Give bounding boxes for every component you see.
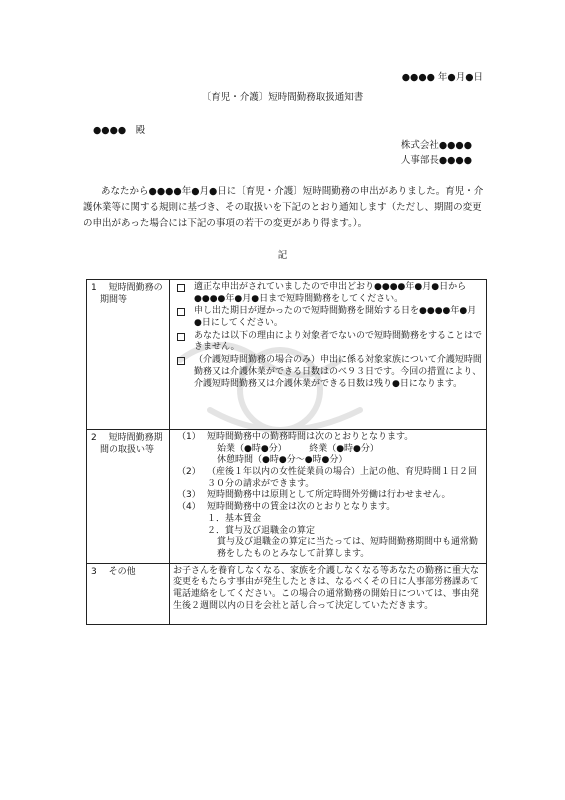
row-content bbox=[170, 430, 487, 564]
checkbox-item[interactable] bbox=[173, 282, 483, 305]
item-text: （産後１年以内の女性従業員の場合）上記の他、育児時間１日２回３０分の請求ができます。 bbox=[207, 467, 478, 489]
details-table bbox=[86, 279, 487, 625]
sender-block bbox=[401, 140, 472, 170]
department-head: 人事部長●●●● bbox=[400, 154, 472, 166]
item-number: （1） bbox=[177, 432, 201, 442]
checkbox-icon[interactable] bbox=[177, 284, 185, 292]
checkbox-icon[interactable] bbox=[177, 333, 185, 341]
row-label bbox=[87, 430, 170, 564]
row-label-line: 2 短時間勤務期 bbox=[91, 433, 163, 443]
item-number: （2） bbox=[177, 467, 201, 478]
row-label bbox=[87, 280, 170, 430]
wage-subitem: １．基本賃金 bbox=[207, 513, 262, 524]
document-title: 〔育児・介護〕短時間勤務取扱通知書 bbox=[201, 92, 364, 103]
numbered-item bbox=[173, 432, 483, 444]
item-number: （4） bbox=[177, 502, 201, 513]
other-text: お子さんを養育しなくなる、家族を介護しなくなる等あなたの勤務に重大な変更をもたらす事由が発生したときは、なるべくその日に人事部労務課あて電話連絡をしてください。この場合の通常勤務の開始日については、事由発 bbox=[173, 565, 480, 599]
item-text: 短時間勤務中は原則として所定時間外労働は行わせません。 bbox=[207, 490, 451, 501]
company-name: 株式会社●●●● bbox=[400, 140, 472, 151]
work-hours: 始業（●時●分） 終業（●時●分） bbox=[217, 443, 379, 454]
checkbox-label: 申し出た期日が遅かったので短時間勤務を開始する日を●●●●年●月●日にしてください。 bbox=[194, 306, 477, 329]
wage-subitem-text: 賞与及び退職金の算定に当たっては、短時間勤務期間中も通常勤務をしたものとみなして計算します。 bbox=[217, 537, 479, 559]
item-number: （3） bbox=[177, 490, 201, 501]
checkbox-item[interactable] bbox=[173, 355, 483, 390]
checkbox-label: あなたは以下の理由により対象者でないので短時間勤務をすることはできません。 bbox=[194, 330, 483, 353]
checkbox-item[interactable] bbox=[173, 331, 483, 354]
numbered-item bbox=[173, 490, 483, 502]
numbered-item bbox=[173, 467, 483, 490]
item-text: 短時間勤務中の勤務時間は次のとおりとなります。 bbox=[207, 432, 414, 442]
row-label-line: 間の取扱い等 bbox=[91, 444, 155, 455]
other-text: 生後２週間以内の日を会社と話し合って決定していただきます。 bbox=[173, 600, 434, 611]
recipient-name: ●●●● 殿 bbox=[93, 125, 146, 136]
checkbox-label: 適正な申出がされていましたので申出どおり●●●●年●月●日から●●●●年●月●日まで短時間勤務をしてください。 bbox=[194, 282, 467, 304]
row-content bbox=[170, 280, 487, 430]
checkbox-icon[interactable] bbox=[177, 357, 185, 365]
checkbox-label: （介護短時間勤務の場合のみ）申出に係る対象家族について介護短時間勤務又は介護休業ができる日数はのべ９３日です。今回の措置により、介護短時間勤務又は介護休業ができる日数は残り●日になります。 bbox=[194, 355, 482, 389]
checkbox-icon[interactable] bbox=[177, 308, 185, 316]
table-row bbox=[87, 430, 487, 564]
checkbox-item[interactable] bbox=[173, 306, 483, 329]
item-text: 短時間勤務中の賃金は次のとおりとなります。 bbox=[207, 502, 396, 513]
ki-heading: 記 bbox=[277, 250, 288, 261]
numbered-item bbox=[173, 502, 483, 514]
notice-paragraph: あなたから●●●●年●月●日に〔育児・介護〕短時間勤務の申出がありました。育児・介護休業等に関する規則に基づき、その取扱いを下記のとおり通知します（ただし、期間の変更の申出があった場合には下記の事項の若干の変更があり得ます。）。 bbox=[83, 186, 484, 229]
table-row bbox=[87, 563, 487, 624]
issue-date: ●●●● 年●月●日 bbox=[401, 72, 483, 83]
wage-subitem: ２．賞与及び退職金の算定 bbox=[207, 525, 316, 536]
row-label-line: 期間等 bbox=[91, 294, 128, 305]
row-content bbox=[170, 563, 487, 624]
table-row bbox=[87, 280, 487, 430]
row-label-line: 1 短時間勤務の bbox=[91, 283, 163, 293]
break-time: 休憩時間（●時●分～●時●分） bbox=[217, 455, 348, 466]
row-label-line: 3 その他 bbox=[91, 566, 136, 577]
row-label bbox=[87, 563, 170, 624]
